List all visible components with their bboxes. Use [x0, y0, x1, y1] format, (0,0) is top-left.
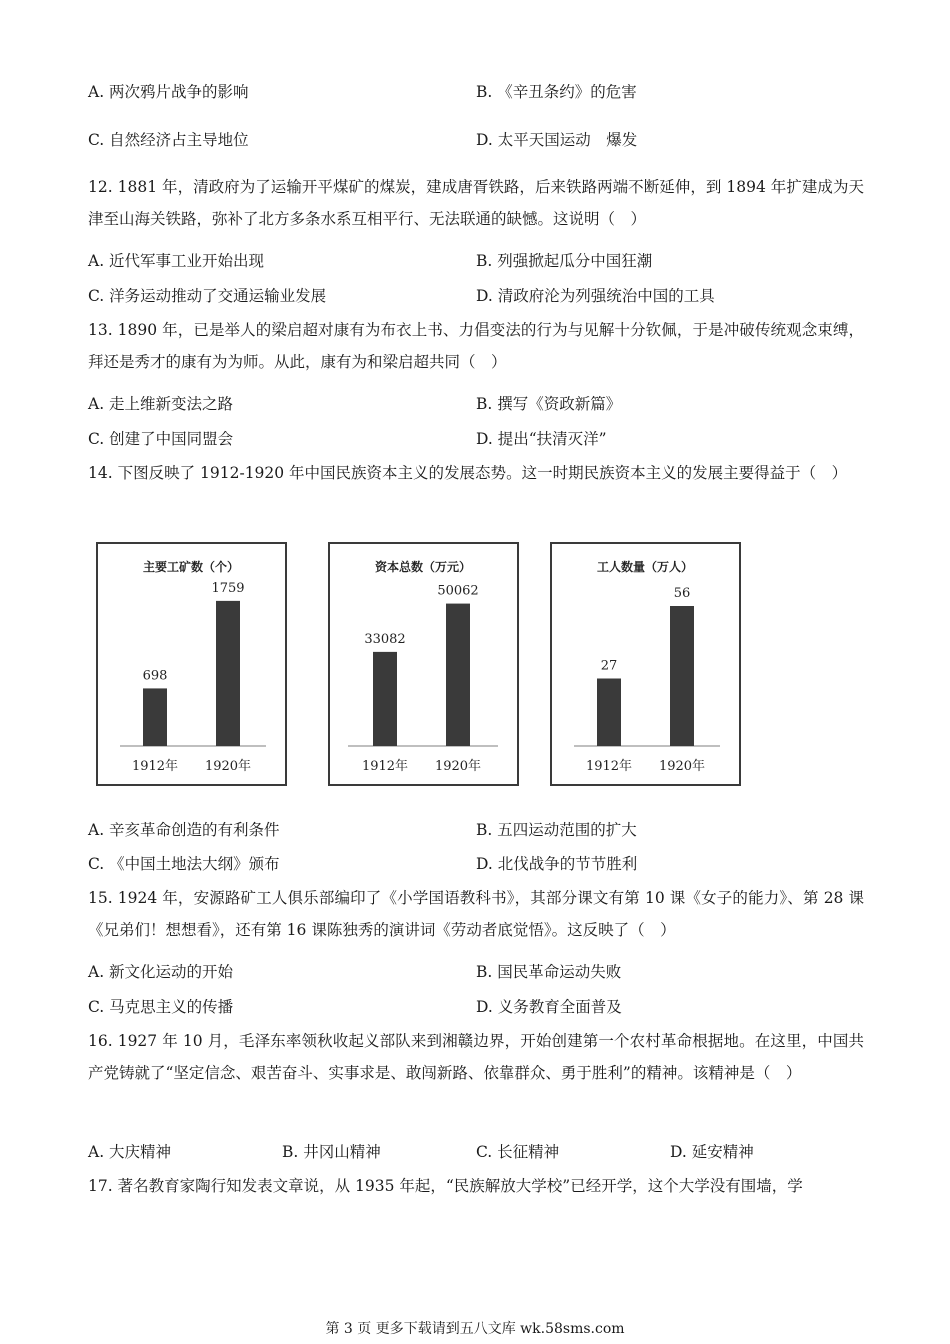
bar-1920	[216, 601, 240, 746]
bar-1912	[143, 688, 167, 746]
chart-mines	[96, 542, 287, 786]
q14-option-a: A. 辛亥革命创造的有利条件	[88, 821, 280, 839]
q12-option-d: D. 清政府沦为列强统治中国的工具	[476, 287, 715, 305]
chart-workers	[550, 542, 741, 786]
value-label-1920: 1759	[211, 580, 245, 596]
chart-mines-svg	[98, 544, 285, 784]
q16-option-a: A. 大庆精神	[88, 1143, 172, 1161]
q12-option-b: B. 列强掀起瓜分中国狂潮	[476, 252, 653, 270]
q11-option-c: C. 自然经济占主导地位	[88, 131, 249, 149]
bar-1920	[670, 606, 694, 746]
q15-option-a: A. 新文化运动的开始	[88, 963, 234, 981]
category-label-1920: 1920年	[658, 759, 706, 774]
category-label-1912: 1912年	[361, 759, 409, 774]
q14-option-d: D. 北伐战争的节节胜利	[476, 855, 638, 873]
q13-option-a: A. 走上维新变法之路	[88, 395, 234, 413]
q12-option-c: C. 洋务运动推动了交通运输业发展	[88, 287, 327, 305]
q14-stem: 14. 下图反映了 1912-1920 年中国民族资本主义的发展态势。这一时期民族资本主义的发展主要得益于（ ）	[88, 464, 848, 482]
value-label-1912: 27	[600, 658, 618, 674]
q11-option-d: D. 太平天国运动 爆发	[476, 131, 638, 149]
page-footer: 第 3 页 更多下载请到五八文库 wk.58sms.com	[325, 1321, 625, 1337]
q11-option-b: B. 《辛丑条约》的危害	[476, 83, 637, 101]
q12-option-a: A. 近代军事工业开始出现	[88, 252, 265, 270]
q14-option-c: C. 《中国土地法大纲》颁布	[88, 855, 280, 873]
chart-workers-svg	[552, 544, 739, 784]
q12-stem: 12. 1881 年，清政府为了运输开平煤矿的煤炭，建成唐胥铁路，后来铁路两端不断延伸，到 1894 年扩建成为天津至山海关铁路，弥补了北方多条水系互相平行、无法联通的缺憾。这说明（ ）	[88, 178, 864, 228]
q15-stem: 15. 1924 年，安源路矿工人俱乐部编印了《小学国语教科书》，其部分课文有第 10 课《女子的能力》、第 28 课《兄弟们！想想看》，还有第 16 课陈独秀的演讲词《劳动者底觉悟》。这反映了（ ）	[88, 889, 864, 939]
chart-title: 主要工矿数（个）	[142, 560, 240, 574]
bar-1912	[373, 652, 397, 746]
q16-stem: 16. 1927 年 10 月，毛泽东率领秋收起义部队来到湘赣边界，开始创建第一个农村革命根据地。在这里，中国共产党铸就了“坚定信念、艰苦奋斗、实事求是、敢闯新路、依靠群众、勇于胜利”的精神。该精神是（ ）	[88, 1032, 864, 1082]
q15-option-b: B. 国民革命运动失败	[476, 963, 622, 981]
value-label-1912: 698	[142, 668, 168, 684]
q16-option-c: C. 长征精神	[476, 1143, 560, 1161]
value-label-1920: 50062	[437, 583, 479, 599]
q16-option-b: B. 井冈山精神	[282, 1143, 381, 1161]
q14-option-b: B. 五四运动范围的扩大	[476, 821, 637, 839]
q13-option-b: B. 撰写《资政新篇》	[476, 395, 622, 413]
category-label-1920: 1920年	[204, 759, 252, 774]
bar-1912	[597, 679, 621, 747]
q15-option-d: D. 义务教育全面普及	[476, 998, 622, 1016]
chart-title: 工人数量（万人）	[596, 560, 694, 574]
chart-capital	[328, 542, 519, 786]
q13-stem: 13. 1890 年，已是举人的梁启超对康有为布衣上书、力倡变法的行为与见解十分钦佩，于是冲破传统观念束缚，拜还是秀才的康有为为师。从此，康有为和梁启超共同（ ）	[88, 321, 864, 371]
q13-option-d: D. 提出“扶清灭洋”	[476, 430, 607, 448]
q17-stem: 17. 著名教育家陶行知发表文章说，从 1935 年起，“民族解放大学校”已经开学，这个大学没有围墙，学	[88, 1177, 803, 1195]
category-label-1912: 1912年	[585, 759, 633, 774]
value-label-1912: 33082	[364, 631, 406, 647]
category-label-1920: 1920年	[434, 759, 482, 774]
chart-title: 资本总数（万元）	[374, 560, 472, 574]
category-label-1912: 1912年	[131, 759, 179, 774]
q11-option-a: A. 两次鸦片战争的影响	[88, 83, 249, 101]
chart-capital-svg	[330, 544, 517, 784]
value-label-1920: 56	[673, 586, 691, 601]
q15-option-c: C. 马克思主义的传播	[88, 998, 234, 1016]
q13-option-c: C. 创建了中国同盟会	[88, 430, 234, 448]
bar-1920	[446, 604, 470, 746]
q16-option-d: D. 延安精神	[670, 1143, 754, 1161]
